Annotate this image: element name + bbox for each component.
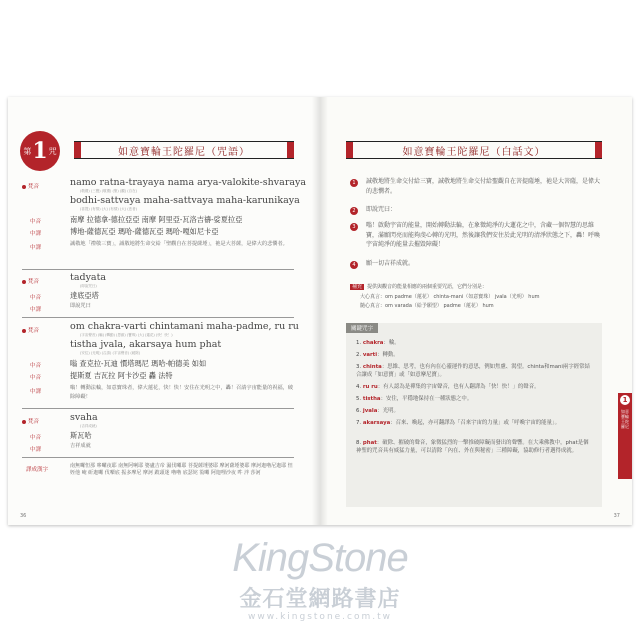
mantra-number-badge [20,131,60,171]
gloss-line: (敬禮) (三寶) (敬禮) (聖) (觀) (自在) [80,189,137,193]
panel-title: 關鍵咒字 [346,323,378,333]
right-page-title: 如意寶輪王陀羅尼（白話文） [402,146,546,158]
item-number: 2 [350,207,358,215]
line-label: 中音 [30,375,42,381]
chapter-tab-number: 1 [620,395,630,405]
paraphrase-item: 嗡！啟動宇宙的能量，開始轉動法輪，在象徵純淨的大蓮花之中，含藏一個智慧的思維寶，滿願閃亮而能夠虔心轉的光明，然後讓我們安住於此光明的清淨狀態之下，轟！呼喚宇宙純淨的能量去摧毀障礙！ [366,222,601,248]
chapter-tab-text: 如意寶輪王陀羅尼 [621,409,629,429]
watermark-logo: KingStone [232,536,408,580]
line-label: 中音 [30,435,42,441]
key-words-panel [346,323,602,507]
left-page-title: 如意寶輪王陀羅尼（咒語） [118,146,250,158]
section-label: 梵音 [22,326,39,334]
badge-suffix: 咒 [48,146,57,156]
line-label: 中音 [30,363,42,369]
key-word-item: 5. tistha：安住，平穩地保持在一種狀態之中。 [356,396,473,402]
key-word-item: 1. chakra：輪。 [356,340,400,346]
chinese-phonetic-line: 南摩 拉德拿-德拉亞亞 南摩 阿里亞-瓦洛吉禱-娑夏拉亞 [70,215,243,224]
gloss-line: (安住) (光明) (召請) (宇宙聲音) (破除) [80,351,141,355]
separator [22,269,294,270]
sanskrit-line: namo ratna-trayaya nama arya-valokite-shvaraya [70,177,307,188]
line-label: 中音 [30,295,42,301]
key-word-item: 7. akarsaya：召來、喚起，亦可翻譯為「召來宇宙的力量」或「呼喚宇宙的能量」。 [356,420,561,426]
translation-note: 即說咒曰 [70,303,91,309]
gloss-line: (宇宙聲音) (輪) (轉動) (思維) (寶珠) (大) (蓮花) (快！快！) [80,333,173,337]
badge-prefix: 第 [23,146,32,156]
page-number: 37 [613,513,620,519]
right-page [320,97,632,525]
chinese-phonetic-line: 斯瓦哈 [70,431,92,440]
watermark-url: www.kingstone.com.tw [247,612,393,622]
key-word-item: 2. varti：轉動。 [356,352,399,358]
sanskrit-line: tistha jvala, akarsaya hum phat [70,339,222,350]
page-number: 36 [20,513,27,519]
mantra-line: 大心真言：om padme（蓮花） chinta-mani（如意寶珠） jvala（光明） hum [360,294,540,300]
chinese-phonetic-line: 嗡 查克拉-瓦迪 慣塔瑪尼 瑪哈-帕德美 如如 [70,359,207,368]
translation-note: 吉祥成就 [70,443,91,449]
section-label: 梵音 [22,417,39,425]
section-label: 梵音 [22,182,39,190]
item-number: 4 [350,261,358,269]
key-word-item: 8. phat：破除、摧破的聲音，象徵猛烈的一擊推破障礙而發出的聲響。在大乘佛教中，phat是個神聖的咒音具有威猛力量，可以清除「內在、外在與秘密」三種障礙，協助修行者邁得成就。 [356,440,589,454]
sanskrit-line: om chakra-varti chintamani maha-padme, ru ru [70,321,299,332]
book-spread [8,97,632,525]
translation-note: 嗡！轉動法輪，如意寶珠者，偉大蓮花，快！快！安住在光明之中，轟！召請宇宙能量的祝福，破除障礙！ [70,385,294,400]
sanskrit-line: svaha [70,412,98,423]
line-label: 中譯 [30,447,42,453]
gloss-line: (即說咒曰) [80,284,97,288]
left-title-bar [74,141,294,159]
supplement-note: 補充 提供與觀音的能量相應的兩個重要咒語，它們分別是： [352,284,488,290]
paraphrase-item: 即說咒曰： [366,206,397,213]
key-word-item: 4. ru ru：有人認為是禪集的宇宙聲音，也有人翻譯為「快！快！」的聲音。 [356,384,540,390]
paraphrase-item: 誠敬地將生命交付給三寶，誠敬地將生命交付給聖觀自在菩提薩埵，祂是大菩薩，是偉大的悲憫者。 [366,178,601,195]
separator [22,408,294,409]
book-gutter [312,97,328,525]
separator [22,457,294,458]
line-label: 中譯 [30,231,42,237]
supplement-tag: 補充 [352,284,363,290]
mantra-line: 隨心真言：om varada（給予願望） padme（蓮花） hum [360,303,494,309]
transliteration-text: 南無囉怛那 哆囉夜耶 南無阿唎耶 婆盧吉帝 濕伐囉耶 菩提薩埵婆耶 摩訶薩埵婆耶 摩訶迦嚕尼迦耶 怛姪他 唵 斫迦囉 伐㗚底 振多摩尼 摩訶 跛頭迷 嚕嚕 底瑟姹 篅囉 阿迦哩沙夜 吽 泮 莎訶 [70,463,293,476]
sanskrit-line: bodhi-sattvaya maha-sattvaya maha-karunikaya [70,195,300,206]
key-word-item: 6. jvala：光明。 [356,408,399,414]
left-page [8,97,320,525]
item-number: 3 [350,223,358,231]
paraphrase-item: 願一切吉祥成就。 [366,260,415,267]
gloss-line: (菩提) (有情) (大) (有情) (大) (悲者) [80,207,137,211]
line-label: 中譯 [30,307,42,313]
gloss-line: (吉祥成就) [80,424,97,428]
section-label: 梵音 [22,277,39,285]
chapter-side-tab [618,393,632,479]
sanskrit-line: tadyata [70,272,107,283]
right-title-bar [346,141,602,159]
translation-note: 誠敬地「禮敬三寶」，誠敬地將生命交給「聖觀自在菩提薩埵」，祂是大菩薩，是偉大的悲憫者。 [70,241,288,247]
line-label: 中音 [30,219,42,225]
chinese-phonetic-line: 提斯夏 吉瓦拉 阿卡沙亞 轟 法特 [70,371,173,380]
item-number: 1 [350,179,358,187]
line-label: 中譯 [30,389,42,395]
separator [22,317,294,318]
key-word-item: 3. chinta：思維、思考，也有內在心靈運作的意思，例如焦慮、渴望。chinta和mani兩字經常結合讓成「如意寶」或「如意摩尼寶」。 [356,364,590,378]
badge-number: 1 [32,138,48,164]
transliteration-label: 譯成漢字 [26,467,49,473]
chinese-phonetic-line: 達底亞塔 [70,291,99,300]
watermark-name: 金石堂網路書店 [239,586,401,612]
line-label: 中譯 [30,245,42,251]
chinese-phonetic-line: 博地-薩德瓦亞 瑪哈-薩德瓦亞 瑪哈-嘎如尼卡亞 [70,227,219,236]
